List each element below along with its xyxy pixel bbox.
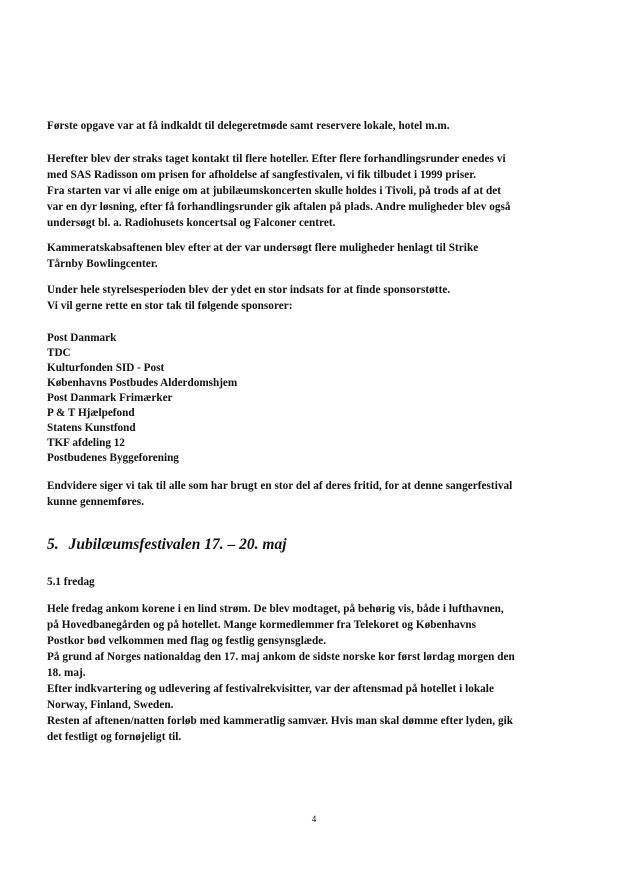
text-line: Endvidere siger vi tak til alle som har brugt en stor del af deres fritid, for at denne sangerfestival [47,480,513,492]
section-number: 5. [47,536,59,553]
paragraph-thanks [47,478,587,510]
text-line: Tårnby Bowlingcenter. [47,258,158,270]
text-line: På grund af Norges nationaldag den 17. maj ankom de sidste norske kor først lørdag morgen den [47,651,515,663]
text-line: det festligt og fornøjeligt til. [47,731,182,743]
paragraph-fellowship-evening [47,240,587,272]
sponsor-list [47,331,587,466]
section-heading [47,536,287,554]
text-line: Vi vil gerne rette en stor tak til følgende sponsorer: [47,300,293,312]
text-line: Postkor bød velkommen med flag og festlig gensynsglæde. [47,635,327,647]
text-line: var en dyr løsning, efter få forhandlingsrunder gik aftalen på plads. Andre muligheder blev også [47,201,511,213]
list-item: TKF afdeling 12 [47,437,125,449]
text-line: med SAS Radisson om prisen for afholdelse af sangfestivalen, vi fik tilbudet i 1999 priser. [47,169,477,181]
paragraph-friday [47,601,587,745]
list-item: P & T Hjælpefond [47,407,135,419]
text-line: 18. maj. [47,667,86,679]
text-line: Herefter blev der straks taget kontakt til flere hoteller. Efter flere forhandlingsrunder enedes vi [47,153,506,165]
text-line: på Hovedbanegården og på hotellet. Mange kormedlemmer fra Telekoret og Københavns [47,619,477,631]
list-item: Københavns Postbudes Alderdomshjem [47,377,238,389]
text-line: undersøgt bl. a. Radiohusets koncertsal og Falconer centret. [47,217,336,229]
text-line: kunne gennemføres. [47,496,145,508]
page-number: 4 [311,814,317,824]
text-line: Efter indkvartering og udlevering af festivalrekvisitter, var der aftensmad på hotellet i lokale [47,683,494,695]
list-item: Postbudenes Byggeforening [47,452,179,464]
text-line: Hele fredag ankom korene i en lind strøm. De blev modtaget, på behørig vis, både i lufthavnen, [47,603,504,615]
list-item: Kulturfonden SID - Post [47,362,165,374]
text-line: Første opgave var at få indkaldt til delegeretmøde samt reservere lokale, hotel m.m. [47,120,450,132]
text-line: Under hele styrelsesperioden blev der ydet en stor indsats for at finde sponsorstøtte. [47,284,451,296]
list-item: TDC [47,347,71,359]
subsection-heading: 5.1 fredag [47,576,95,588]
paragraph-sponsorship [47,282,587,314]
section-title: Jubilæumsfestivalen 17. – 20. maj [68,536,287,553]
text-line: Kammeratskabsaftenen blev efter at der var undersøgt flere muligheder henlagt til Strike [47,242,479,254]
text-line: Resten af aftenen/natten forløb med kammeratlig samvær. Hvis man skal dømme efter lyden, gik [47,715,514,727]
text-line: Norway, Finland, Sweden. [47,699,174,711]
list-item: Post Danmark Frimærker [47,392,173,404]
paragraph-first-task [47,118,587,134]
list-item: Post Danmark [47,332,117,344]
list-item: Statens Kunstfond [47,422,136,434]
text-line: Fra starten var vi alle enige om at jubilæumskoncerten skulle holdes i Tivoli, på trods af at det [47,185,502,197]
paragraph-hotels [47,151,587,231]
